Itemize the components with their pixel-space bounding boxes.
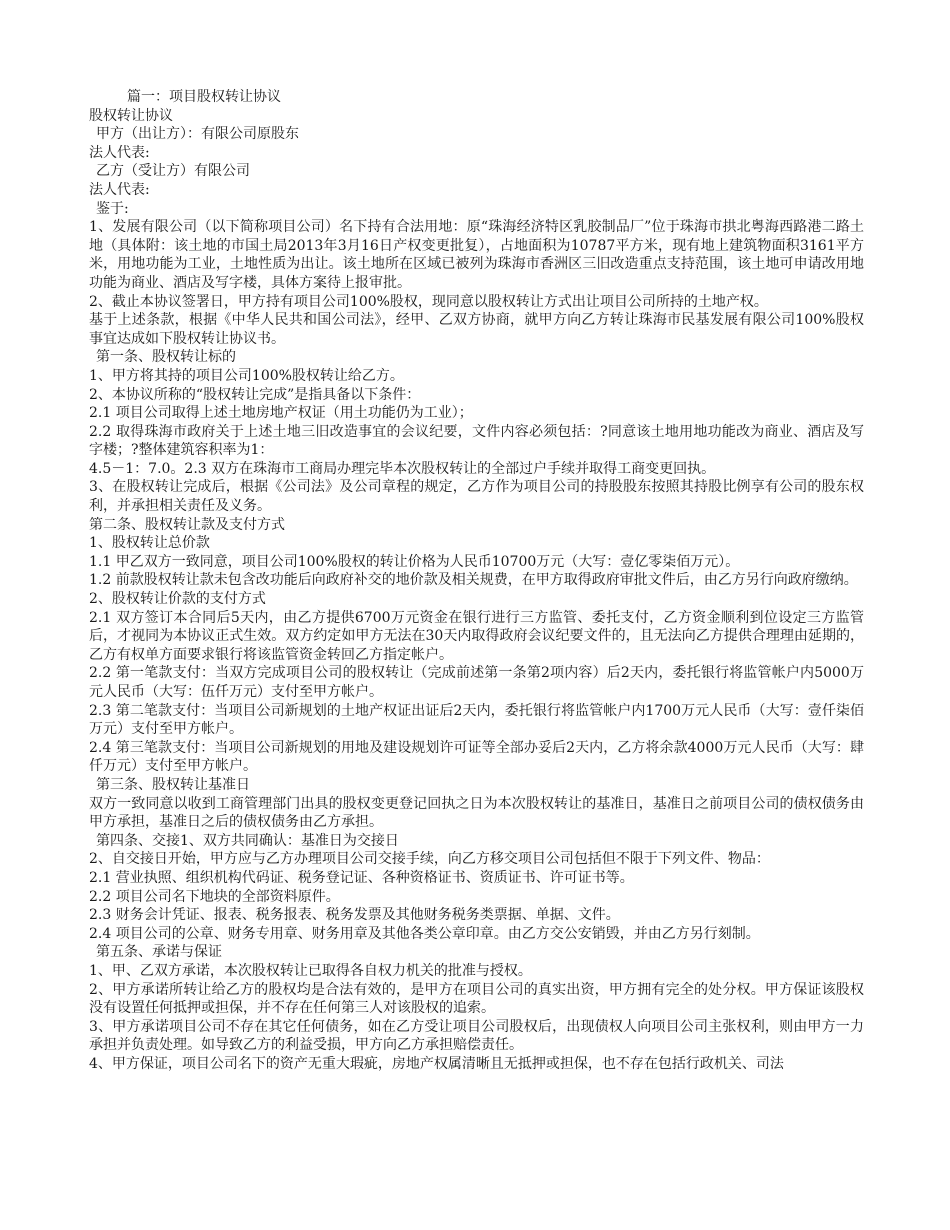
- document-paragraph: 第四条、交接1、双方共同确认：基准日为交接日: [96, 832, 399, 849]
- document-paragraph: 2.2 取得珠海市政府关于上述土地三旧改造事宜的会议纪要，文件内容必须包括：?同意该土地用地功能改为商业、酒店及写字楼；?整体建筑容积率为1：: [89, 423, 864, 459]
- document-paragraph: 2、自交接日开始，甲方应与乙方办理项目公司交接手续，向乙方移交项目公司包括但不限于下列文件、物品：: [89, 851, 770, 868]
- document-paragraph: 股权转让协议: [89, 107, 173, 124]
- document-paragraph: 2、本协议所称的“股权转让完成”是指具备以下条件：: [89, 386, 421, 403]
- document-paragraph: 法人代表:: [89, 144, 150, 161]
- document-paragraph: 2、股权转让价款的支付方式: [89, 591, 266, 608]
- document-paragraph: 2.1 项目公司取得上述土地房地产权证（用土功能仍为工业）；: [89, 405, 473, 422]
- document-paragraph: 1.2 前款股权转让款未包含改功能后向政府补交的地价款及相关规费，在甲方取得政府审批文件后，由乙方另行向政府缴纳。: [89, 572, 858, 589]
- document-paragraph: 1、甲方将其持的项目公司100%股权转让给乙方。: [89, 367, 404, 384]
- document-paragraph: 2、截止本协议签署日，甲方持有项目公司100%股权，现同意以股权转让方式出让项目公司所持的土地产权。: [89, 293, 768, 310]
- document-paragraph: 1、股权转让总价款: [89, 535, 210, 552]
- document-paragraph: 法人代表:: [89, 181, 150, 198]
- document-paragraph: 第二条、股权转让款及支付方式: [89, 516, 285, 533]
- document-paragraph: 4、甲方保证，项目公司名下的资产无重大瑕疵，房地产权属清晰且无抵押或担保，也不存在包括行政机关、司法: [89, 1055, 784, 1072]
- document-paragraph: 4.5－1：7.0。2.3 双方在珠海市工商局办理完毕本次股权转让的全部过户手续并取得工商变更回执。: [89, 460, 716, 477]
- document-paragraph: 3、甲方承诺项目公司不存在其它任何债务，如在乙方受让项目公司股权后，出现债权人向项目公司主张权利，则由甲方一力承担并负责处理。如导致乙方的利益受损，甲方向乙方承担赔偿责任。: [89, 1018, 864, 1054]
- document-paragraph: 2.2 项目公司名下地块的全部资料原件。: [89, 888, 340, 905]
- document-paragraph: 1、甲、乙双方承诺，本次股权转让已取得各自权力机关的批准与授权。: [89, 962, 532, 979]
- document-paragraph: 篇一：项目股权转让协议: [127, 89, 281, 105]
- document-paragraph: 2.3 财务会计凭证、报表、税务报表、税务发票及其他财务税务类票据、单据、文件。: [89, 907, 620, 924]
- document-paragraph: 1、发展有限公司（以下简称项目公司）名下持有合法用地：原“珠海经济特区乳胶制品厂”位于珠海市拱北粤海西路港二路土地（具体附：该土地的市国土局2013年3月16日产权变更批复），占地面积为10787平方米，现有地上建筑物面积3161平方米，用地功能为工业，土地性质为出让。该土地所在区域已被列为珠海市香洲区三旧改造重点支持范围，该土地可申请改用地功能为商业、酒店及写字楼，具体方案待上报审批。: [89, 219, 864, 291]
- document-paragraph: 3、在股权转让完成后，根据《公司法》及公司章程的规定，乙方作为项目公司的持股股东按照其持股比例享有公司的股东权利，并承担相关责任及义务。: [89, 479, 864, 515]
- document-paragraph: 甲方（出让方）：有限公司原股东: [96, 126, 299, 143]
- document-paragraph: 鉴于:: [96, 200, 129, 217]
- document-paragraph: 双方一致同意以收到工商管理部门出具的股权变更登记回执之日为本次股权转让的基准日，基准日之前项目公司的债权债务由甲方承担，基准日之后的债权债务由乙方承担。: [89, 795, 864, 831]
- document-paragraph: 2.4 项目公司的公章、财务专用章、财务用章及其他各类公章印章。由乙方交公安销毁，并由乙方另行刻制。: [89, 925, 760, 942]
- document-paragraph: 第一条、股权转让标的: [96, 349, 236, 366]
- document-paragraph: 2.1 营业执照、组织机构代码证、税务登记证、各种资格证书、资质证书、许可证书等。: [89, 869, 634, 886]
- document-paragraph: 2.1 双方签订本合同后5天内，由乙方提供6700万元资金在银行进行三方监管、委托支付，乙方资金顺利到位设定三方监管后，才视同为本协议正式生效。双方约定如甲方无法在30天内取得政府会议纪要文件的，且无法向乙方提供合理理由延期的，乙方有权单方面要求银行将该监管资金转回乙方指定帐户。: [89, 609, 864, 663]
- document-paragraph: 2.2 第一笔款支付：当双方完成项目公司的股权转让（完成前述第一条第2项内容）后2天内，委托银行将监管帐户内5000万元人民币（大写：伍仟万元）支付至甲方帐户。: [89, 665, 864, 700]
- document-paragraph: 乙方（受让方）有限公司: [96, 163, 250, 180]
- document-paragraph: 第五条、承诺与保证: [96, 944, 222, 961]
- document-body: [89, 88, 864, 1073]
- document-paragraph: 2.4 第三笔款支付：当项目公司新规划的用地及建设规划许可证等全部办妥后2天内，乙方将余款4000万元人民币（大写：肆仟万元）支付至甲方帐户。: [89, 739, 864, 775]
- document-paragraph: 第三条、股权转让基准日: [96, 776, 250, 793]
- document-paragraph: 基于上述条款，根据《中华人民共和国公司法》，经甲、乙双方协商，就甲方向乙方转让珠海市民基发展有限公司100%股权事宜达成如下股权转让协议书。: [89, 312, 864, 347]
- document-paragraph: 2、甲方承诺所转让给乙方的股权均是合法有效的，是甲方在项目公司的真实出资，甲方拥有完全的处分权。甲方保证该股权没有设置任何抵押或担保，并不存在任何第三人对该股权的追索。: [89, 981, 864, 1017]
- document-paragraph: 1.1 甲乙双方一致同意，项目公司100%股权的转让价格为人民币10700万元（大写：壹亿零柒佰万元）。: [89, 553, 740, 570]
- document-page: [89, 88, 864, 1073]
- document-paragraph: 2.3 第二笔款支付：当项目公司新规划的土地产权证出证后2天内，委托银行将监管帐户内1700万元人民币（大写：壹仟柒佰万元）支付至甲方帐户。: [89, 702, 864, 738]
